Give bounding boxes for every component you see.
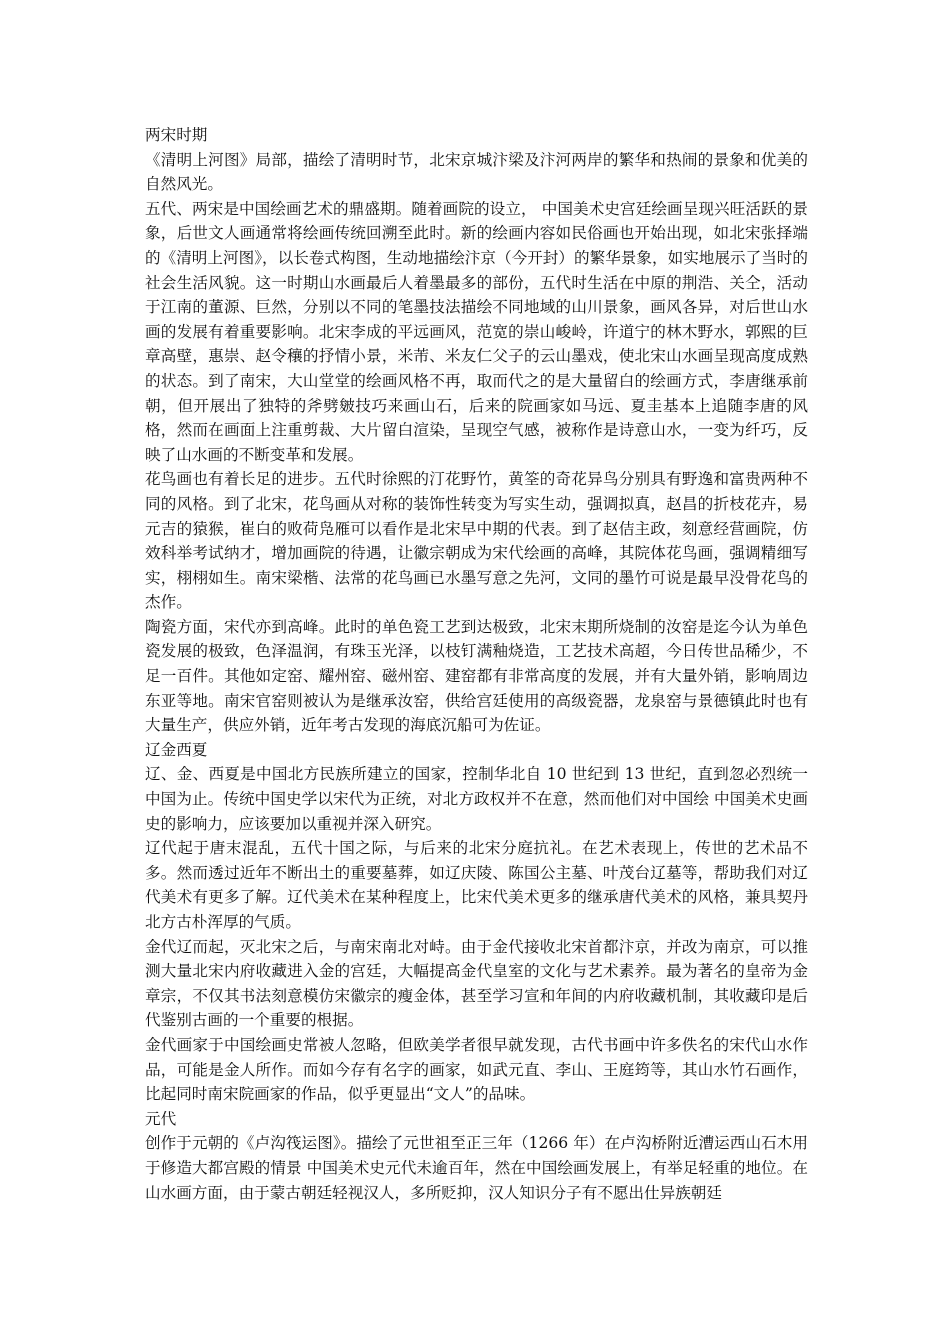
document-body xyxy=(145,123,808,1205)
paragraph: 花鸟画也有着长足的进步。五代时徐熙的汀花野竹，黄筌的奇花异鸟分别具有野逸和富贵两种不同的风格。到了北宋，花鸟画从对称的装饰性转变为写实生动，强调拟真，赵昌的折枝花卉，易元吉的猿猴，崔白的败荷凫雁可以看作是北宋早中期的代表。到了赵佶主政，刻意经营画院，仿效科举考试纳才，增加画院的待遇，让徽宗朝成为宋代绘画的高峰，其院体花鸟画，强调精细写实，栩栩如生。南宋梁楷、法常的花鸟画已水墨写意之先河，文同的墨竹可说是最早没骨花鸟的杰作。 xyxy=(145,470,808,612)
section-heading: 两宋时期 xyxy=(145,126,208,144)
section-heading: 元代 xyxy=(145,1109,177,1128)
section-yuan-dynasty xyxy=(145,1107,808,1205)
section-heading: 辽金西夏 xyxy=(145,740,208,759)
paragraph: 辽、金、西夏是中国北方民族所建立的国家，控制华北自 10 世纪到 13 世纪，直到忽必烈统一中国为止。传统中国史学以宋代为正统，对北方政权并不在意，然而他们对中国绘 中国美术史画史的影响力，应该要加以重视并深入研究。 xyxy=(145,765,808,833)
paragraph: 辽代起于唐末混乱，五代十国之际，与后来的北宋分庭抗礼。在艺术表现上，传世的艺术品不多。然而透过近年不断出土的重要墓葬，如辽庆陵、陈国公主墓、叶茂台辽墓等，帮助我们对辽代美术有更多了解。辽代美术在某种程度上，比宋代美术更多的继承唐代美术的风格，兼具契丹北方古朴浑厚的气质。 xyxy=(145,839,808,931)
paragraph: 金代画家于中国绘画史常被人忽略，但欧美学者很早就发现，古代书画中许多佚名的宋代山水作品，可能是金人所作。而如今存有名字的画家，如武元直、李山、王庭筠等，其山水竹石画作，比起同时南宋院画家的作品，似乎更显出“文人”的品味。 xyxy=(145,1035,808,1104)
paragraph: 金代辽而起，灭北宋之后，与南宋南北对峙。由于金代接收北宋首都汴京，并改为南京，可以推测大量北宋内府收藏进入金的宫廷，大幅提高金代皇室的文化与艺术素养。最为著名的皇帝为金章宗，不仅其书法刻意模仿宋徽宗的瘦金体，甚至学习宣和年间的内府收藏机制，其收藏印是后代鉴别古画的一个重要的根据。 xyxy=(145,937,808,1030)
section-liao-jin-xixia xyxy=(145,738,808,1107)
paragraph: 《清明上河图》局部，描绘了清明时节，北宋京城汴梁及汴河两岸的繁华和热闹的景象和优美的自然风光。 xyxy=(145,150,808,194)
paragraph: 五代、两宋是中国绘画艺术的鼎盛期。随着画院的设立， 中国美术史宫廷绘画呈现兴旺活跃的景象，后世文人画通常将绘画传统回溯至此时。新的绘画内容如民俗画也开始出现，如北宋张择端的《清明上河图》，以长卷式构图，生动地描绘汴京（今开封）的繁华景象，如实地展示了当时的社会生活风貌。这一时期山水画最后人着墨最多的部份，五代时生活在中原的荆浩、关仝，活动于江南的董源、巨然，分别以不同的笔墨技法描绘不同地域的山川景象，画风各异，对后世山水画的发展有着重要影响。北宋李成的平远画风，范宽的崇山峻岭，许道宁的林木野水，郭熙的巨章高壁，惠崇、赵令穰的抒情小景，米芾、米友仁父子的云山墨戏，使北宋山水画呈现高度成熟的状态。到了南宋，大山堂堂的绘画风格不再，取而代之的是大量留白的绘画方式，李唐继承前朝，但开展出了独特的斧劈皴技巧来画山石，后来的院画家如马远、夏圭基本上追随李唐的风格，然而在画面上注重剪裁、大片留白渲染，呈现空气感，被称作是诗意山水，一变为纤巧，反映了山水画的不断变革和发展。 xyxy=(145,199,808,464)
paragraph: 创作于元朝的《卢沟筏运图》。描绘了元世祖至正三年（1266 年）在卢沟桥附近漕运西山石木用于修造大都宫殿的情景 中国美术史元代未逾百年，然在中国绘画发展上，有举足轻重的地位。在山水画方面，由于蒙古朝廷轻视汉人，多所贬抑，汉人知识分子有不愿出仕异族朝廷 xyxy=(145,1134,808,1202)
section-song-dynasty xyxy=(145,123,808,738)
paragraph: 陶瓷方面，宋代亦到高峰。此时的单色瓷工艺到达极致，北宋末期所烧制的汝窑是迄今认为单色瓷发展的极致，色泽温润，有珠玉光泽，以枝钉满釉烧造，工艺技术高超，今日传世品稀少，不足一百件。其他如定窑、耀州窑、磁州窑、建窑都有非常高度的发展，并有大量外销，影响周边东亚等地。南宋官窑则被认为是继承汝窑，供给宫廷使用的高级瓷器，龙泉窑与景德镇此时也有大量生产，供应外销，近年考古发现的海底沉船可为佐证。 xyxy=(145,617,808,735)
